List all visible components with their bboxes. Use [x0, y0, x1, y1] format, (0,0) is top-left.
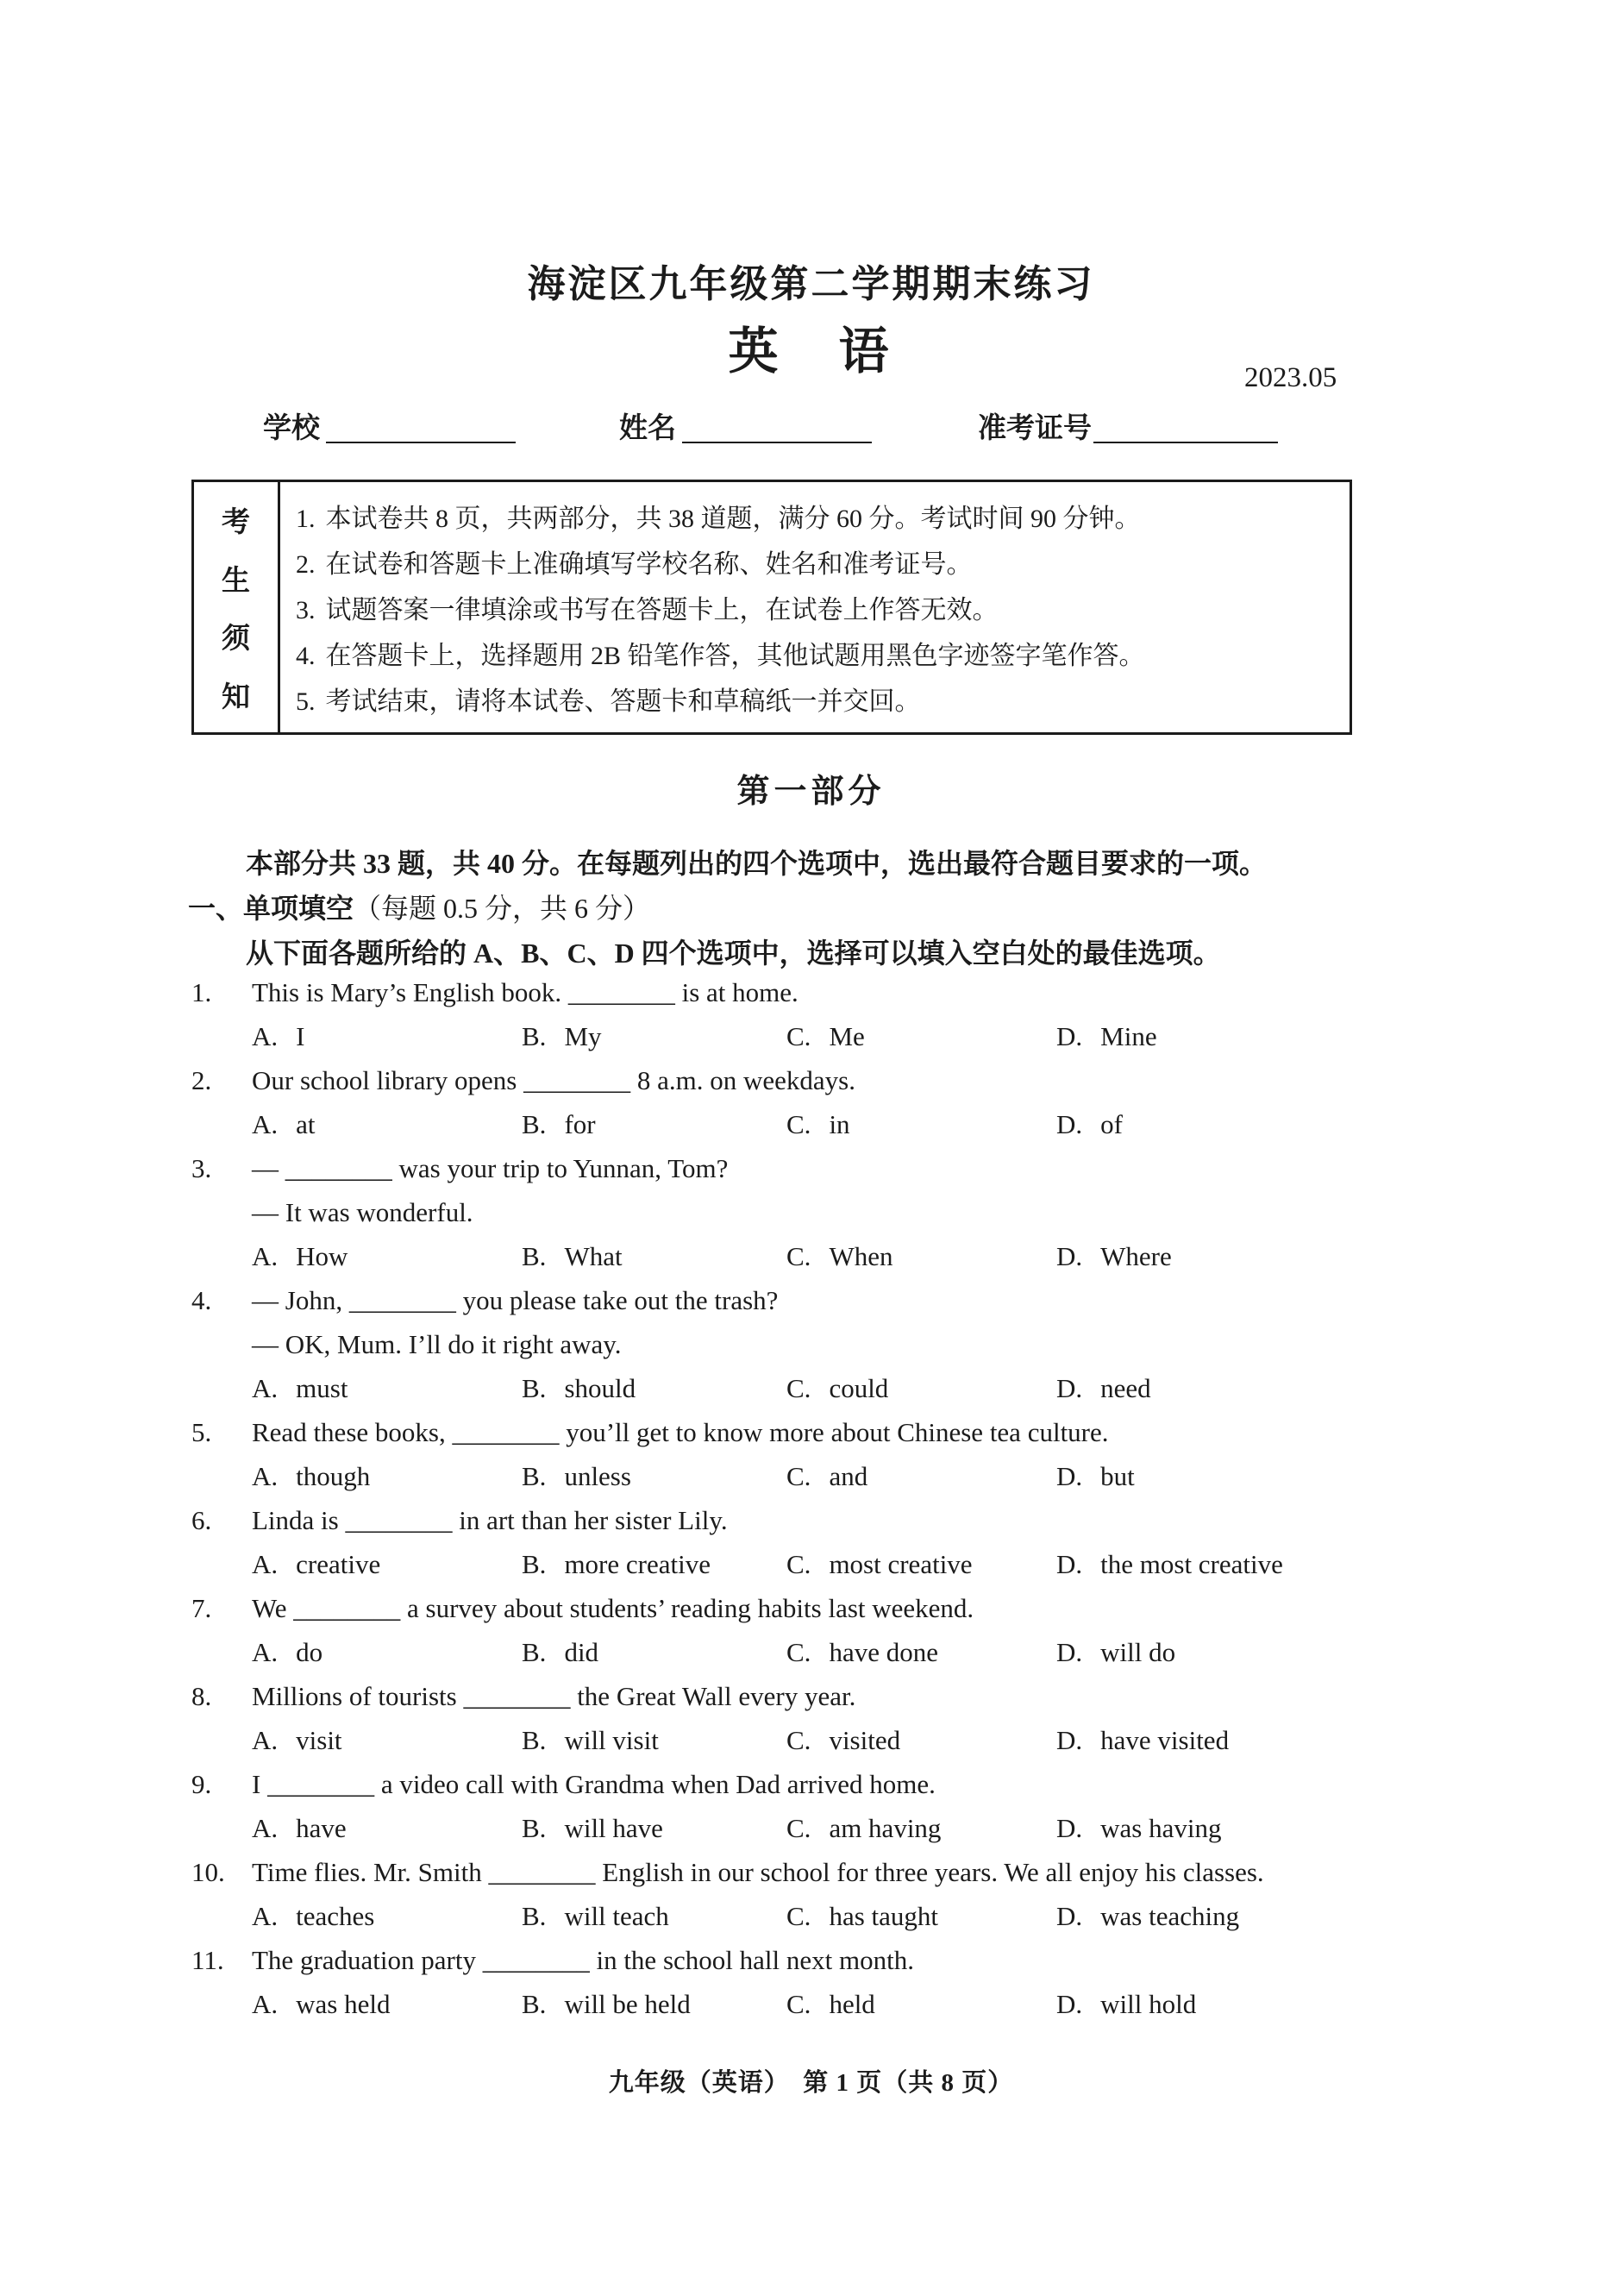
page-footer: 九年级（英语） 第 1 页（共 8 页）	[608, 2069, 1014, 2097]
option-b	[522, 1725, 659, 1756]
question-number: 4.	[191, 1285, 212, 1315]
option-a	[252, 1241, 348, 1272]
notice-item	[296, 588, 1343, 626]
option-c	[786, 1461, 867, 1492]
option-text: creative	[296, 1549, 381, 1579]
option-c	[786, 1725, 900, 1756]
option-label: B.	[522, 1637, 547, 1667]
option-label: A.	[252, 1109, 279, 1139]
option-a	[252, 1637, 323, 1668]
option-label: D.	[1056, 1109, 1083, 1139]
option-label: A.	[252, 1461, 279, 1491]
notice-side-char: 须	[222, 624, 250, 656]
question-stem: This is Mary’s English book. ________ is at home.	[252, 977, 798, 1007]
option-b	[522, 1989, 691, 2020]
option-c	[786, 1901, 938, 1932]
question-stem: I ________ a video call with Grandma when Dad arrived home.	[252, 1769, 936, 1799]
option-label: D.	[1056, 1241, 1083, 1271]
option-label: A.	[252, 1373, 279, 1403]
question-number: 9.	[191, 1769, 212, 1799]
option-text: do	[296, 1637, 323, 1667]
option-label: C.	[786, 1373, 811, 1403]
option-label: C.	[786, 1241, 811, 1271]
option-text: Where	[1100, 1241, 1172, 1271]
option-label: B.	[522, 1901, 547, 1931]
notice-side-label	[194, 482, 280, 732]
notice-side-char: 生	[222, 565, 250, 597]
question-number: 7.	[191, 1593, 212, 1623]
option-c	[786, 1109, 850, 1140]
notice-item-number: 1.	[296, 505, 316, 533]
option-d	[1056, 1373, 1151, 1404]
option-text: will do	[1100, 1637, 1176, 1667]
option-a	[252, 1813, 347, 1844]
option-label: A.	[252, 1989, 279, 2019]
option-c	[786, 1373, 888, 1404]
notice-item	[296, 497, 1343, 535]
name-field-label: 姓名	[619, 413, 676, 444]
option-a	[252, 1109, 316, 1140]
option-b	[522, 1901, 669, 1932]
question-number: 3.	[191, 1153, 212, 1183]
option-label: B.	[522, 1549, 547, 1579]
question-stem: — John, ________ you please take out the trash?	[252, 1285, 779, 1315]
question-stem: The graduation party ________ in the school hall next month.	[252, 1945, 914, 1975]
option-d	[1056, 1549, 1283, 1580]
option-label: D.	[1056, 1725, 1083, 1755]
option-text: should	[564, 1373, 636, 1403]
option-text: How	[296, 1241, 348, 1271]
option-text: will hold	[1100, 1989, 1197, 2019]
candidate-fields-row	[0, 405, 1622, 449]
examinee-notice-box	[191, 480, 1352, 735]
option-text: have	[296, 1813, 347, 1843]
notice-item	[296, 543, 1343, 580]
question-stem-reply: — It was wonderful.	[252, 1197, 473, 1227]
page-title: 海淀区九年级第二学期期末练习	[527, 263, 1095, 305]
question-item	[0, 1153, 1622, 1285]
option-d	[1056, 1241, 1172, 1272]
option-text: though	[296, 1461, 371, 1491]
option-label: D.	[1056, 1901, 1083, 1931]
option-text: was teaching	[1100, 1901, 1240, 1931]
question-stem: Our school library opens ________ 8 a.m. on weekdays.	[252, 1065, 855, 1095]
section-heading	[188, 887, 650, 926]
question-number: 10.	[191, 1857, 225, 1887]
option-a	[252, 1021, 304, 1052]
option-label: A.	[252, 1901, 279, 1931]
question-item	[0, 1593, 1622, 1681]
notice-item-number: 2.	[296, 550, 316, 579]
notice-item-number: 3.	[296, 596, 316, 624]
question-item	[0, 977, 1622, 1065]
question-item	[0, 1769, 1622, 1857]
option-label: B.	[522, 1461, 547, 1491]
option-text: When	[829, 1241, 893, 1271]
option-text: at	[296, 1109, 316, 1139]
option-d	[1056, 1021, 1157, 1052]
option-d	[1056, 1901, 1239, 1932]
option-a	[252, 1725, 342, 1756]
option-a	[252, 1461, 370, 1492]
question-item	[0, 1417, 1622, 1505]
notice-side-char: 知	[222, 681, 250, 713]
question-item	[0, 1285, 1622, 1417]
option-d	[1056, 1461, 1135, 1492]
option-label: D.	[1056, 1549, 1083, 1579]
option-d	[1056, 1725, 1229, 1756]
option-text: of	[1100, 1109, 1123, 1139]
option-label: C.	[786, 1989, 811, 2019]
option-label: C.	[786, 1725, 811, 1755]
option-d	[1056, 1989, 1196, 2020]
notice-item-number: 5.	[296, 687, 316, 716]
question-number: 2.	[191, 1065, 212, 1095]
option-b	[522, 1549, 711, 1580]
option-b	[522, 1373, 636, 1404]
option-label: A.	[252, 1637, 279, 1667]
option-text: was having	[1100, 1813, 1222, 1843]
option-b	[522, 1021, 602, 1052]
notice-item-text: 考试结束，请将本试卷、答题卡和草稿纸一并交回。	[325, 687, 921, 716]
option-label: D.	[1056, 1021, 1083, 1051]
question-stem: Millions of tourists ________ the Great Wall every year.	[252, 1681, 856, 1711]
subject-title: 英 语	[728, 323, 894, 380]
option-label: C.	[786, 1021, 811, 1051]
question-item	[0, 1065, 1622, 1153]
option-text: in	[829, 1109, 850, 1139]
option-label: D.	[1056, 1813, 1083, 1843]
question-item	[0, 1945, 1622, 2033]
option-c	[786, 1813, 941, 1844]
option-text: have visited	[1100, 1725, 1230, 1755]
notice-items	[280, 482, 1350, 732]
option-b	[522, 1813, 663, 1844]
option-text: I	[296, 1021, 305, 1051]
option-text: need	[1100, 1373, 1151, 1403]
question-number: 1.	[191, 977, 212, 1007]
option-text: will be held	[564, 1989, 691, 2019]
question-stem: Linda is ________ in art than her sister Lily.	[252, 1505, 728, 1535]
option-label: A.	[252, 1021, 279, 1051]
option-label: B.	[522, 1241, 547, 1271]
option-a	[252, 1373, 348, 1404]
option-text: have done	[829, 1637, 938, 1667]
option-text: was held	[296, 1989, 391, 2019]
option-text: must	[296, 1373, 348, 1403]
section-note: （每题 0.5 分，共 6 分）	[354, 893, 651, 924]
notice-item	[296, 634, 1343, 672]
section-label: 一、单项填空	[188, 893, 354, 924]
option-text: will have	[564, 1813, 663, 1843]
question-number: 6.	[191, 1505, 212, 1535]
option-text: will teach	[564, 1901, 669, 1931]
notice-item	[296, 680, 1343, 718]
exam-date: 2023.05	[1244, 362, 1337, 393]
question-item	[0, 1681, 1622, 1769]
option-text: and	[829, 1461, 868, 1491]
option-text: visit	[296, 1725, 342, 1755]
option-text: held	[829, 1989, 875, 2019]
option-text: teaches	[296, 1901, 375, 1931]
option-label: D.	[1056, 1373, 1083, 1403]
school-field-blank	[326, 409, 516, 443]
option-label: C.	[786, 1109, 811, 1139]
notice-item-text: 试题答案一律填涂或书写在答题卡上，在试卷上作答无效。	[325, 596, 999, 624]
option-label: D.	[1056, 1461, 1083, 1491]
question-stem: Time flies. Mr. Smith ________ English in our school for three years. We all enjoy his classes.	[252, 1857, 1264, 1887]
option-c	[786, 1021, 865, 1052]
section-instruction: 从下面各题所给的 A、B、C、D 四个选项中，选择可以填入空白处的最佳选项。	[246, 938, 1221, 969]
question-stem: — ________ was your trip to Yunnan, Tom?	[252, 1153, 729, 1183]
school-field-label: 学校	[263, 413, 320, 444]
question-list	[0, 977, 1622, 2033]
admission-number-field-label: 准考证号	[978, 413, 1092, 444]
notice-item-text: 本试卷共 8 页，共两部分，共 38 道题，满分 60 分。考试时间 90 分钟。	[325, 505, 1141, 533]
option-label: B.	[522, 1989, 547, 2019]
admission-number-field-blank	[1093, 409, 1278, 443]
option-label: B.	[522, 1725, 547, 1755]
option-label: B.	[522, 1109, 547, 1139]
option-label: B.	[522, 1373, 547, 1403]
notice-item-text: 在试卷和答题卡上准确填写学校名称、姓名和准考证号。	[325, 550, 973, 579]
notice-item-text: 在答题卡上，选择题用 2B 铅笔作答，其他试题用黑色字迹签字笔作答。	[325, 642, 1145, 670]
option-a	[252, 1549, 380, 1580]
option-label: A.	[252, 1241, 279, 1271]
option-label: C.	[786, 1549, 811, 1579]
option-text: the most creative	[1100, 1549, 1283, 1579]
question-item	[0, 1857, 1622, 1945]
option-label: D.	[1056, 1637, 1083, 1667]
option-text: most creative	[829, 1549, 973, 1579]
option-c	[786, 1637, 938, 1668]
option-b	[522, 1461, 631, 1492]
option-text: What	[564, 1241, 623, 1271]
option-c	[786, 1989, 875, 2020]
option-b	[522, 1109, 596, 1140]
option-label: A.	[252, 1549, 279, 1579]
option-a	[252, 1989, 390, 2020]
option-d	[1056, 1637, 1175, 1668]
option-b	[522, 1637, 598, 1668]
option-label: C.	[786, 1637, 811, 1667]
notice-item-number: 4.	[296, 642, 316, 670]
question-stem: We ________ a survey about students’ reading habits last weekend.	[252, 1593, 974, 1623]
option-text: but	[1100, 1461, 1135, 1491]
option-d	[1056, 1813, 1221, 1844]
option-label: B.	[522, 1021, 547, 1051]
option-text: could	[829, 1373, 889, 1403]
option-c	[786, 1549, 973, 1580]
question-number: 5.	[191, 1417, 212, 1447]
notice-side-char: 考	[222, 507, 250, 539]
option-a	[252, 1901, 374, 1932]
name-field-blank	[682, 409, 872, 443]
option-text: did	[564, 1637, 599, 1667]
option-text: My	[564, 1021, 602, 1051]
option-label: C.	[786, 1901, 811, 1931]
question-stem: Read these books, ________ you’ll get to know more about Chinese tea culture.	[252, 1417, 1109, 1447]
option-label: D.	[1056, 1989, 1083, 2019]
option-text: visited	[829, 1725, 901, 1755]
question-number: 8.	[191, 1681, 212, 1711]
option-text: Mine	[1100, 1021, 1157, 1051]
option-label: C.	[786, 1813, 811, 1843]
option-b	[522, 1241, 623, 1272]
question-number: 11.	[191, 1945, 224, 1975]
option-label: A.	[252, 1813, 279, 1843]
option-text: for	[564, 1109, 596, 1139]
question-item	[0, 1505, 1622, 1593]
question-stem-reply: — OK, Mum. I’ll do it right away.	[252, 1329, 622, 1359]
option-d	[1056, 1109, 1123, 1140]
option-text: am having	[829, 1813, 942, 1843]
option-label: C.	[786, 1461, 811, 1491]
option-label: B.	[522, 1813, 547, 1843]
option-text: more creative	[564, 1549, 711, 1579]
part1-intro: 本部分共 33 题，共 40 分。在每题列出的四个选项中，选出最符合题目要求的一项。	[246, 848, 1268, 879]
option-text: has taught	[829, 1901, 938, 1931]
option-c	[786, 1241, 892, 1272]
option-text: Me	[829, 1021, 865, 1051]
option-label: A.	[252, 1725, 279, 1755]
option-text: unless	[564, 1461, 631, 1491]
option-text: will visit	[564, 1725, 659, 1755]
part1-heading: 第一部分	[736, 774, 886, 810]
